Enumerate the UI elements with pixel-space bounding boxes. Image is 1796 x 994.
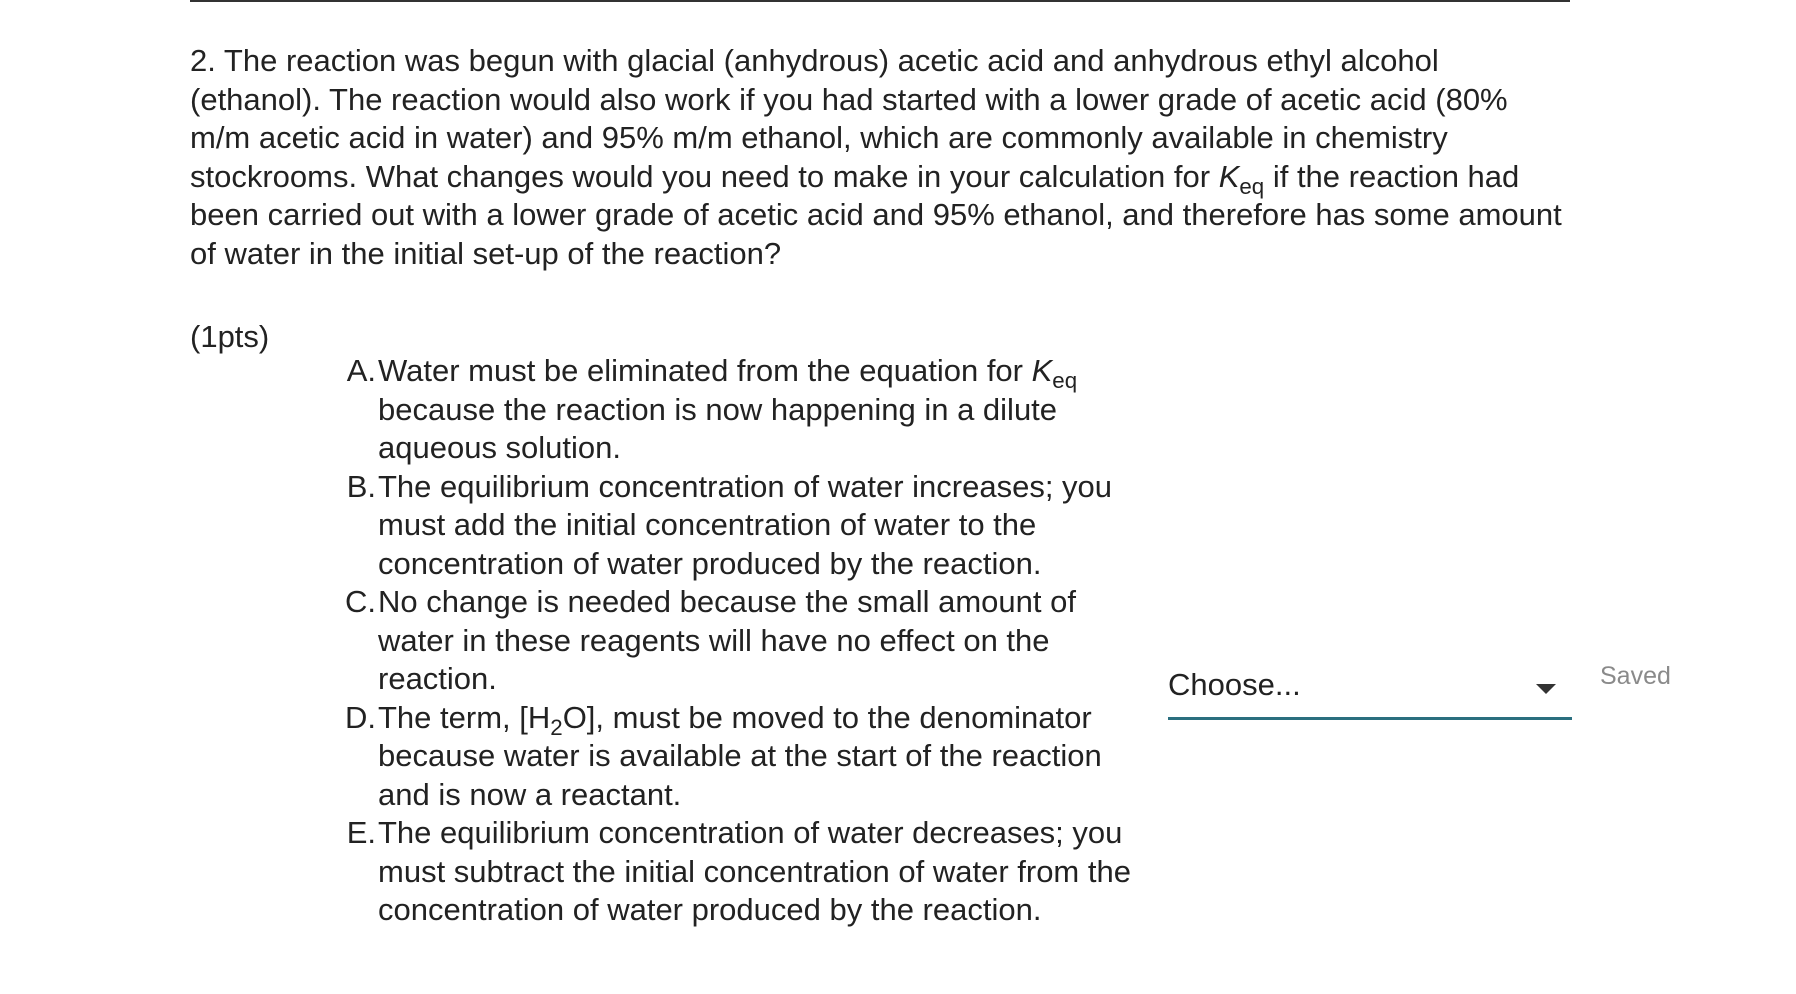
option-text xyxy=(378,699,1138,815)
option-text: No change is needed because the small amount of water in these reagents will have no effect on the reaction. xyxy=(378,584,1076,696)
saved-status: Saved xyxy=(1600,662,1671,690)
keq-symbol: K xyxy=(1218,158,1240,194)
answer-dropdown-value: Choose... xyxy=(1168,667,1301,702)
option-d-text-before: The term, [H xyxy=(378,699,551,735)
answer-dropdown[interactable] xyxy=(1168,656,1572,720)
option-text: The equilibrium concentration of water decreases; you must subtract the initial concentration of water from the concentration of water produced by the reaction. xyxy=(378,815,1131,927)
option-text xyxy=(378,352,1138,468)
option-e xyxy=(340,814,1140,930)
question-text-part2: if the reaction had been carried out with a lower grade of acetic acid and 95% ethanol, and therefore has some amount of water in the initial set-up of the reaction? xyxy=(190,158,1562,271)
question-number: 2. xyxy=(190,43,216,78)
option-d xyxy=(340,699,1140,815)
option-letter: A. xyxy=(346,353,376,388)
option-a-keq-symbol: K xyxy=(1031,353,1053,388)
answer-options-list xyxy=(340,352,1140,930)
top-divider xyxy=(190,0,1570,2)
option-a-text-after: because the reaction is now happening in a dilute aqueous solution. xyxy=(378,391,1058,465)
question-text xyxy=(190,42,1570,273)
keq-subscript: eq xyxy=(1239,173,1265,199)
option-letter: E. xyxy=(346,815,376,850)
option-letter: B. xyxy=(346,468,376,504)
points-label: (1pts) xyxy=(190,319,270,354)
question-text-part1: The reaction was begun with glacial (anhydrous) acetic acid and anhydrous ethyl alcohol (ethanol). The reaction would also work if you had started with a lower grade of acetic acid (80% m/m acetic acid in water) and 95% m/m ethanol, which are commonly available in chemistry stockrooms. What changes would you need to make in your calculation for xyxy=(190,43,1508,194)
option-a xyxy=(340,352,1140,468)
option-letter: D. xyxy=(345,699,376,735)
option-a-text-before: Water must be eliminated from the equation for xyxy=(378,353,1032,388)
chevron-down-icon xyxy=(1536,684,1556,694)
option-c xyxy=(340,583,1140,699)
option-d-subscript: 2 xyxy=(550,714,563,740)
option-text: The equilibrium concentration of water increases; you must add the initial concentration of water to the concentration of water produced by the reaction. xyxy=(378,468,1113,581)
option-d-text-after: O], must be moved to the denominator because water is available at the start of the reaction and is now a reactant. xyxy=(378,699,1102,812)
option-b xyxy=(340,468,1140,584)
option-letter: C. xyxy=(345,584,376,619)
option-a-keq-subscript: eq xyxy=(1052,368,1078,394)
